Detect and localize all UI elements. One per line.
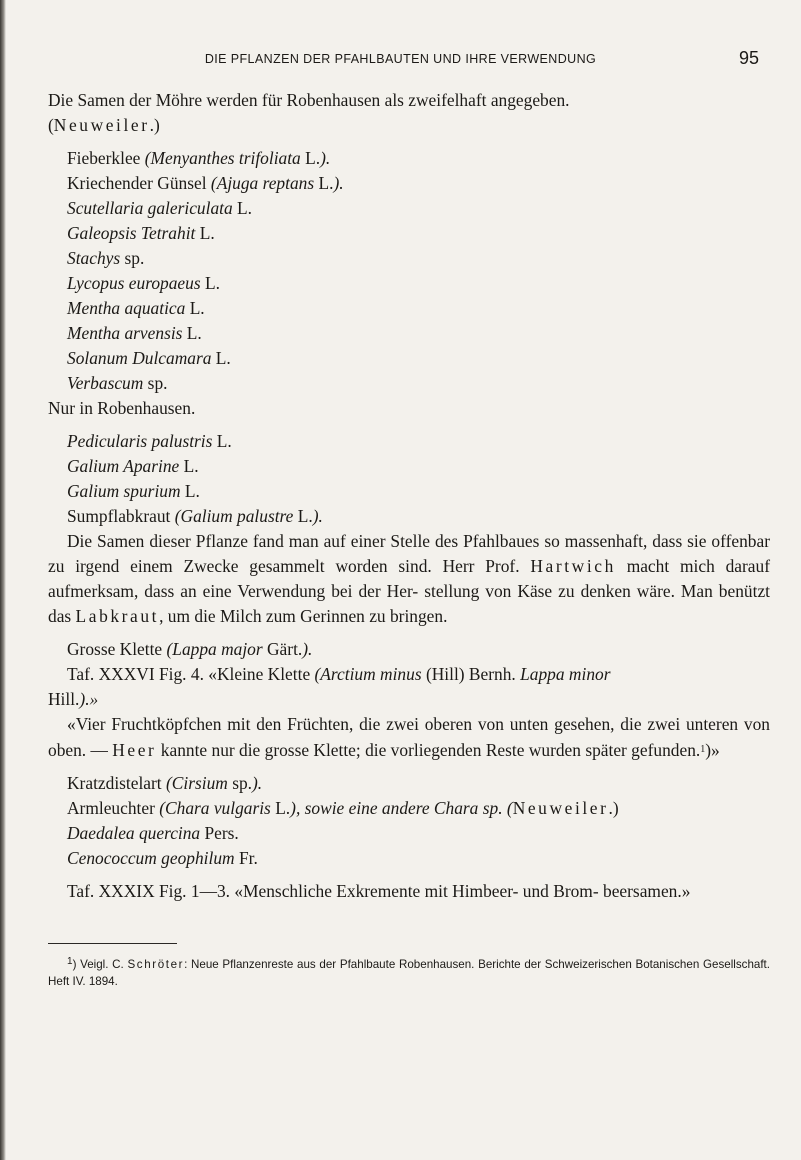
running-head: DIE PFLANZEN DER PFAHLBAUTEN UND IHRE VERWENDUNG xyxy=(204,52,597,66)
species-entry: Galium spurium L. xyxy=(67,481,200,501)
species-entry: Pedicularis palustris L. xyxy=(67,431,232,451)
species-list xyxy=(48,146,770,396)
footnote-rule xyxy=(48,943,177,944)
species-entry: Armleuchter (Chara vulgaris L.), sowie eine andere Chara sp. (Neuweiler.) xyxy=(67,798,619,818)
species-entry: Solanum Dulcamara L. xyxy=(67,348,231,368)
footnote-ref: 1 xyxy=(700,744,706,755)
author-name: Hartwich xyxy=(530,556,616,576)
species-entry: Mentha arvensis L. xyxy=(67,323,202,343)
author-name: Heer xyxy=(112,740,157,760)
page-body xyxy=(48,88,770,904)
species-entry: Fieberklee (Menyanthes trifoliata L.). xyxy=(67,148,331,168)
species-entry: Stachys sp. xyxy=(67,248,145,268)
plate-reference: Taf. XXXIX Fig. 1—3. «Menschliche Exkremente mit Himbeer- und Brom- beersamen.» xyxy=(67,881,691,901)
species-entry: Daedalea quercina Pers. xyxy=(67,823,239,843)
species-entry: Kriechender Günsel (Ajuga reptans L.). xyxy=(67,173,344,193)
species-entry: Cenococcum geophilum Fr. xyxy=(67,848,258,868)
paren: .) xyxy=(149,115,160,135)
species-entry: Verbascum sp. xyxy=(67,373,168,393)
species-entry: Sumpflabkraut (Galium palustre L.). xyxy=(67,506,323,526)
species-entry: Scutellaria galericulata L. xyxy=(67,198,253,218)
species-list-2 xyxy=(48,429,770,529)
author-name: Neuweiler xyxy=(512,798,609,818)
labkraut-paragraph: Die Samen dieser Pflanze fand man auf einer Stelle des Pfahlbaues so massenhaft, dass sie offenbar zu irgend einem Zwecke gesammelt worden sind. Herr Prof. Hartwich macht mich darauf aufmerksam, dass an eine Verwendung bei der Her- stellung von Käse zu denken wäre. Man benützt das Labkraut, um die Milch zum Gerinnen zu bringen. xyxy=(48,531,770,626)
section-label: Nur in Robenhausen. xyxy=(48,398,196,418)
footnote-marker: 1 xyxy=(67,956,73,967)
species-entry: Lycopus europaeus L. xyxy=(67,273,220,293)
species-entry: Galeopsis Tetrahit L. xyxy=(67,223,215,243)
author-name: Schröter xyxy=(127,958,185,971)
species-entry: Kratzdistelart (Cirsium sp.). xyxy=(67,773,263,793)
intro-paragraph xyxy=(48,88,770,138)
species-entry: Mentha aquatica L. xyxy=(67,298,205,318)
paren: ( xyxy=(48,115,54,135)
species-entry: Grosse Klette (Lappa major Gärt.). xyxy=(67,639,313,659)
page-number: 95 xyxy=(738,48,759,68)
page-edge-shadow xyxy=(0,0,6,1160)
author-name: Neuweiler xyxy=(53,115,150,135)
intro-line: Die Samen der Möhre werden für Robenhausen als zweifelhaft angegeben. xyxy=(48,90,570,110)
plate-reference: Taf. XXXVI Fig. 4. «Kleine Klette (Arctium minus (Hill) Bernh. Lappa minor Hill.).» xyxy=(48,664,611,709)
species-entry: Galium Aparine L. xyxy=(67,456,199,476)
quote-paragraph: «Vier Fruchtköpfchen mit den Früchten, die zwei oberen von unten gesehen, die zwei unteren von oben. — Heer kannte nur die grosse Klette; die vorliegenden Reste wurden später gefunden.$^1$)» xyxy=(48,714,770,760)
footnote: $^1$) Veigl. C. Schröter: Neue Pflanzenreste aus der Pfahlbaute Robenhausen. Berichte der Schweizerischen Botanischen Gesellschaft. Heft IV. 1894. xyxy=(48,956,770,988)
